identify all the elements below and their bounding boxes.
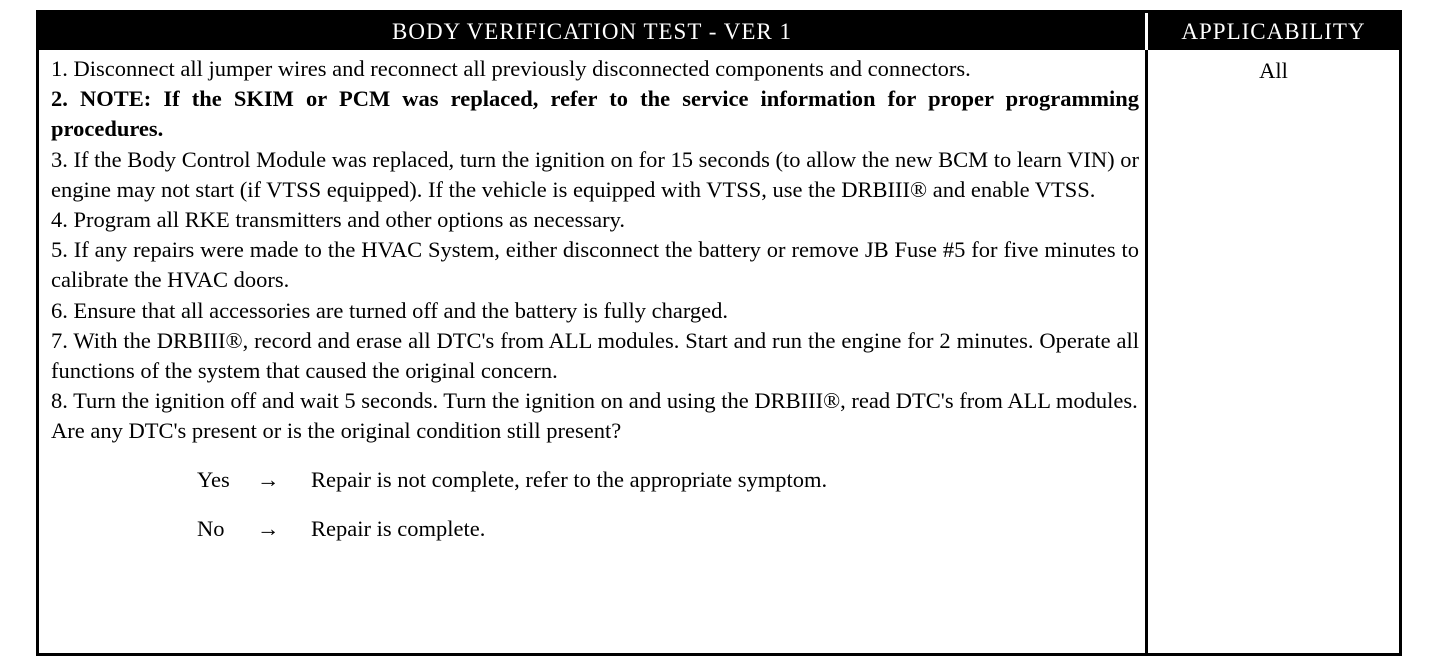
result-answer: Yes <box>197 466 230 492</box>
test-question: Are any DTC's present or is the original condition still present? <box>51 418 622 444</box>
step-3: 3. If the Body Control Module was replaced, turn the ignition on for 15 seconds (to allow the new BCM to learn VIN) or engine may not start (if VTSS equipped). If the vehicle is equipped with VTSS, use the DRBIII® and enable VTSS. <box>51 146 1139 202</box>
result-outcome: Repair is complete. <box>311 515 486 541</box>
step-2-note: 2. NOTE: If the SKIM or PCM was replaced, refer to the service information for proper programming procedures. <box>51 86 1139 142</box>
step-6: 6. Ensure that all accessories are turned off and the battery is fully charged. <box>51 297 729 323</box>
step-5: 5. If any repairs were made to the HVAC System, either disconnect the battery or remove JB Fuse #5 for five minutes to calibrate the HVAC doors. <box>51 237 1139 293</box>
results-list <box>197 465 1139 544</box>
result-yes <box>197 465 1139 495</box>
step-8: 8. Turn the ignition off and wait 5 seconds. Turn the ignition on and using the DRBIII®, read DTC's from ALL modules. <box>51 388 1138 414</box>
applicability-header: APPLICABILITY <box>1148 13 1399 50</box>
arrow-right-icon: → <box>257 515 280 541</box>
step-1: 1. Disconnect all jumper wires and reconnect all previously disconnected components and connectors. <box>51 56 971 81</box>
step-7: 7. With the DRBIII®, record and erase all DTC's from ALL modules. Start and run the engine for 2 minutes. Operate all functions of the system that caused the original concern. <box>51 327 1139 384</box>
test-procedure-cell <box>39 50 1148 653</box>
applicability-value: All <box>1259 58 1288 83</box>
result-no <box>197 514 1139 544</box>
arrow-right-icon: → <box>257 466 280 492</box>
result-outcome: Repair is not complete, refer to the appropriate symptom. <box>311 466 828 492</box>
step-4: 4. Program all RKE transmitters and other options as necessary. <box>51 207 626 233</box>
result-answer: No <box>197 515 225 541</box>
verification-test-table <box>36 10 1402 656</box>
test-title-header: BODY VERIFICATION TEST - VER 1 <box>39 13 1148 50</box>
